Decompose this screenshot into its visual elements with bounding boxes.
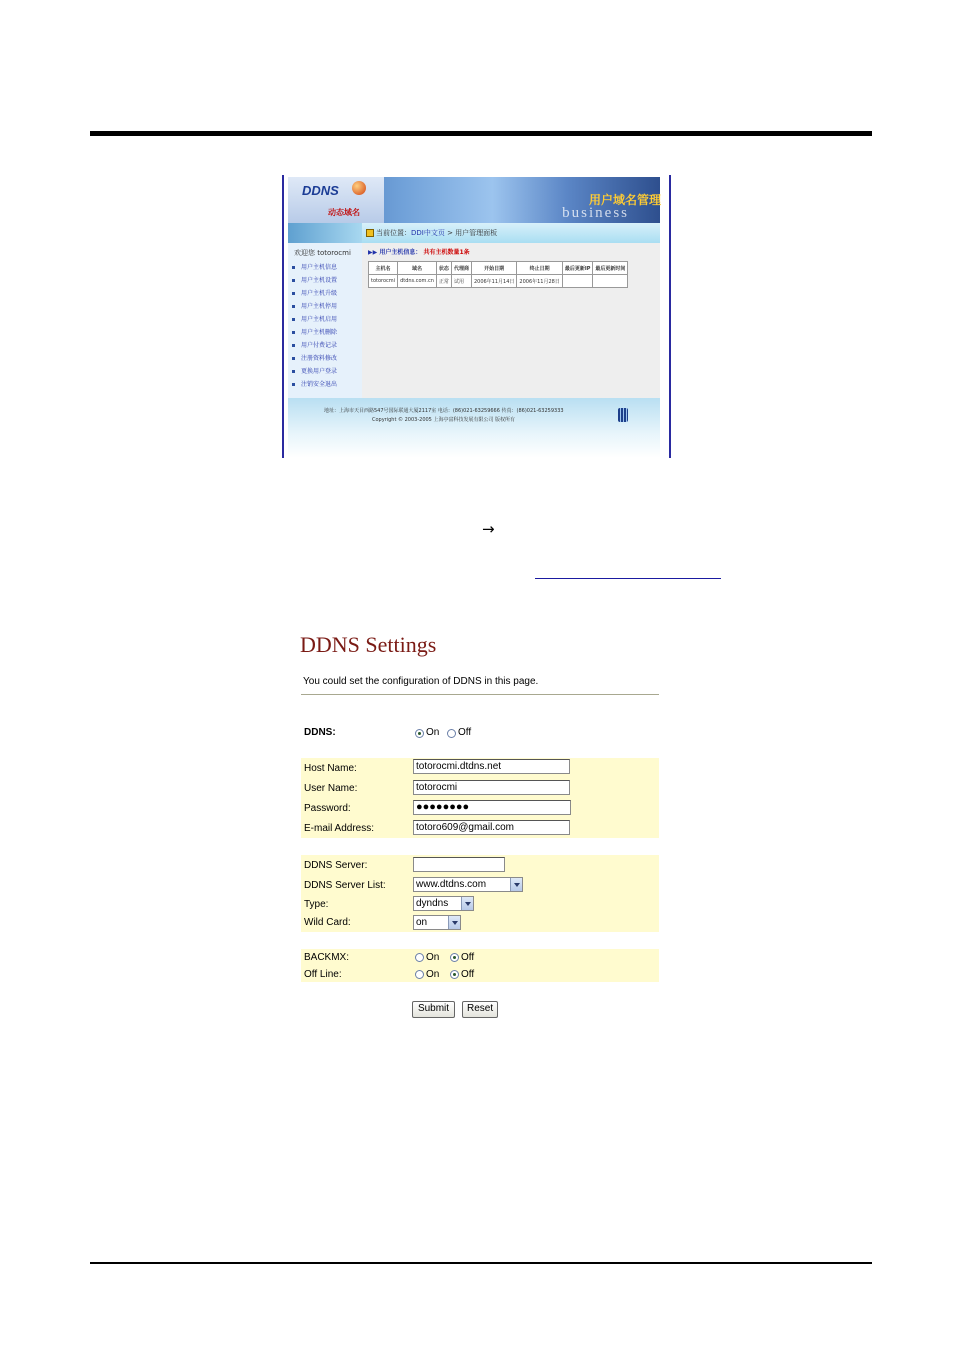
column-header: 状态 — [436, 262, 451, 275]
chevron-down-icon — [461, 897, 473, 910]
menu-item-label: 用户主机设置 — [301, 277, 338, 284]
password-label: Password: — [304, 803, 351, 814]
ddns-server-label: DDNS Server: — [304, 860, 368, 871]
host-name-label: Host Name: — [304, 763, 357, 774]
offline-off-radio[interactable] — [450, 970, 459, 979]
offline-on-radio[interactable] — [415, 970, 424, 979]
breadcrumb-link[interactable]: DDI中文页 — [411, 229, 445, 237]
wildcard-value: on — [416, 917, 428, 928]
host-count: 共有主机数量1条 — [423, 249, 470, 256]
menu-item-label: 用户主机删除 — [301, 329, 338, 336]
banner-word: business — [562, 205, 629, 221]
logo-ball-icon — [352, 181, 366, 195]
breadcrumb-suffix: > 用户管理面板 — [444, 229, 498, 237]
bullet-icon — [292, 357, 295, 360]
options-section — [301, 949, 659, 982]
banner-title: 用户域名管理 — [588, 193, 661, 207]
document-link-underline[interactable] — [535, 566, 721, 579]
footer-address: 地址：上海市天目西路547号国际联通大厦2117室 电话：(86)021-63259666 传真：(86)021-63259333 — [324, 408, 564, 414]
menu-item[interactable] — [292, 277, 337, 290]
breadcrumb-prefix: 当前位置： — [376, 229, 411, 237]
table-header-row — [369, 262, 628, 275]
bullet-icon — [292, 344, 295, 347]
backmx-on-radio[interactable] — [415, 953, 424, 962]
user-name-input[interactable]: totorocmi — [413, 780, 570, 795]
ddns-on-label: On — [426, 727, 440, 738]
type-select[interactable] — [413, 896, 474, 911]
breadcrumb-square-icon — [366, 229, 374, 237]
bullet-icon — [292, 383, 295, 386]
server-list-label: DDNS Server List: — [304, 880, 386, 891]
password-input[interactable]: ●●●●●●●● — [413, 800, 571, 815]
host-name-input[interactable]: totorocmi.dtdns.net — [413, 759, 570, 774]
bullet-icon — [292, 279, 295, 282]
table-cell — [593, 275, 628, 288]
column-header: 开始日期 — [471, 262, 516, 275]
provider-logo-text: DDNS — [302, 183, 339, 198]
menu-item-label: 注销安全退出 — [301, 381, 338, 388]
backmx-on-label: On — [426, 952, 440, 963]
menu-item-label: 用户主机启用 — [301, 316, 338, 323]
host-info-heading: ▶▶ 用户主机信息： 共有主机数量1条 — [368, 249, 470, 256]
submit-button[interactable]: Submit — [412, 1001, 455, 1018]
email-label: E-mail Address: — [304, 823, 375, 834]
column-header: 代理商 — [451, 262, 471, 275]
type-label: Type: — [304, 899, 329, 910]
table-cell: 2006年11月14日 — [471, 275, 516, 288]
title-divider — [301, 694, 659, 695]
table-cell — [562, 275, 593, 288]
offline-off-label: Off — [461, 969, 475, 980]
table-cell: 2006年11月28日 — [517, 275, 562, 288]
column-header: 终止日期 — [517, 262, 562, 275]
menu-item[interactable] — [292, 355, 337, 368]
column-header: 主机名 — [369, 262, 398, 275]
bullet-icon — [292, 370, 295, 373]
table-cell: totorocmi — [369, 275, 398, 288]
footer-copyright: Copyright © 2003-2005 上海亭富科技发展有限公司 版权所有 — [372, 417, 516, 423]
bullet-icon — [292, 266, 295, 269]
footer-logo-icon — [618, 408, 628, 422]
user-name-label: User Name: — [304, 783, 358, 794]
menu-item[interactable] — [292, 381, 337, 394]
ddns-server-input[interactable] — [413, 857, 505, 872]
page-description: You could set the configuration of DDNS in this page. — [303, 676, 539, 687]
provider-menu — [292, 264, 337, 394]
chevron-down-icon — [510, 878, 522, 891]
footer-rule — [90, 1262, 872, 1264]
menu-item-label: 用户主机停用 — [301, 303, 338, 310]
table-row[interactable] — [369, 275, 628, 288]
menu-item[interactable] — [292, 316, 337, 329]
welcome-text: 欢迎您 totorocmi — [294, 249, 351, 257]
email-input[interactable]: totoro609@gmail.com — [413, 820, 570, 835]
bullet-icon — [292, 318, 295, 321]
menu-item-label: 用户主机升级 — [301, 290, 338, 297]
ddns-off-label: Off — [458, 727, 472, 738]
bullet-icon — [292, 305, 295, 308]
server-list-value: www.dtdns.com — [416, 879, 487, 890]
ddns-off-radio[interactable] — [447, 729, 456, 738]
arrow-icon: → — [482, 520, 495, 538]
type-value: dyndns — [416, 898, 449, 909]
host-info-label: 用户主机信息： — [379, 249, 422, 256]
nav-left-decoration — [288, 223, 362, 243]
bullet-icon — [292, 331, 295, 334]
reset-button[interactable]: Reset — [462, 1001, 498, 1018]
table-cell: dtdns.com.cn — [398, 275, 437, 288]
menu-item[interactable] — [292, 342, 337, 355]
server-list-select[interactable] — [413, 877, 523, 892]
menu-item[interactable] — [292, 290, 337, 303]
menu-item-label: 更换用户登录 — [301, 368, 338, 375]
header-rule — [90, 131, 872, 136]
menu-item[interactable] — [292, 329, 337, 342]
ddns-label: DDNS: — [304, 727, 336, 738]
bullet-icon — [292, 292, 295, 295]
menu-item[interactable] — [292, 368, 337, 381]
backmx-off-label: Off — [461, 952, 475, 963]
menu-item-label: 注册资料修改 — [301, 355, 338, 362]
offline-label: Off Line: — [304, 969, 342, 980]
wildcard-label: Wild Card: — [304, 917, 351, 928]
backmx-off-radio[interactable] — [450, 953, 459, 962]
wildcard-select[interactable] — [413, 915, 461, 930]
breadcrumb-bar — [362, 223, 660, 243]
column-header: 域名 — [398, 262, 437, 275]
breadcrumb — [376, 228, 497, 238]
page-title: DDNS Settings — [300, 632, 437, 657]
column-header: 最后更新IP — [562, 262, 593, 275]
menu-item[interactable] — [292, 264, 337, 277]
menu-item-label: 用户付费记录 — [301, 342, 338, 349]
provider-screenshot — [282, 175, 671, 458]
table-cell: 试用 — [451, 275, 471, 288]
menu-item-label: 用户主机信息 — [301, 264, 338, 271]
backmx-label: BACKMX: — [304, 952, 350, 963]
ddns-on-radio[interactable] — [415, 729, 424, 738]
menu-item[interactable] — [292, 303, 337, 316]
chevron-down-icon — [448, 916, 460, 929]
offline-on-label: On — [426, 969, 440, 980]
provider-logo-subtitle: 动态域名 — [328, 208, 360, 217]
column-header: 最后更新时间 — [593, 262, 628, 275]
host-table — [368, 261, 628, 288]
table-cell: 正常 — [436, 275, 451, 288]
